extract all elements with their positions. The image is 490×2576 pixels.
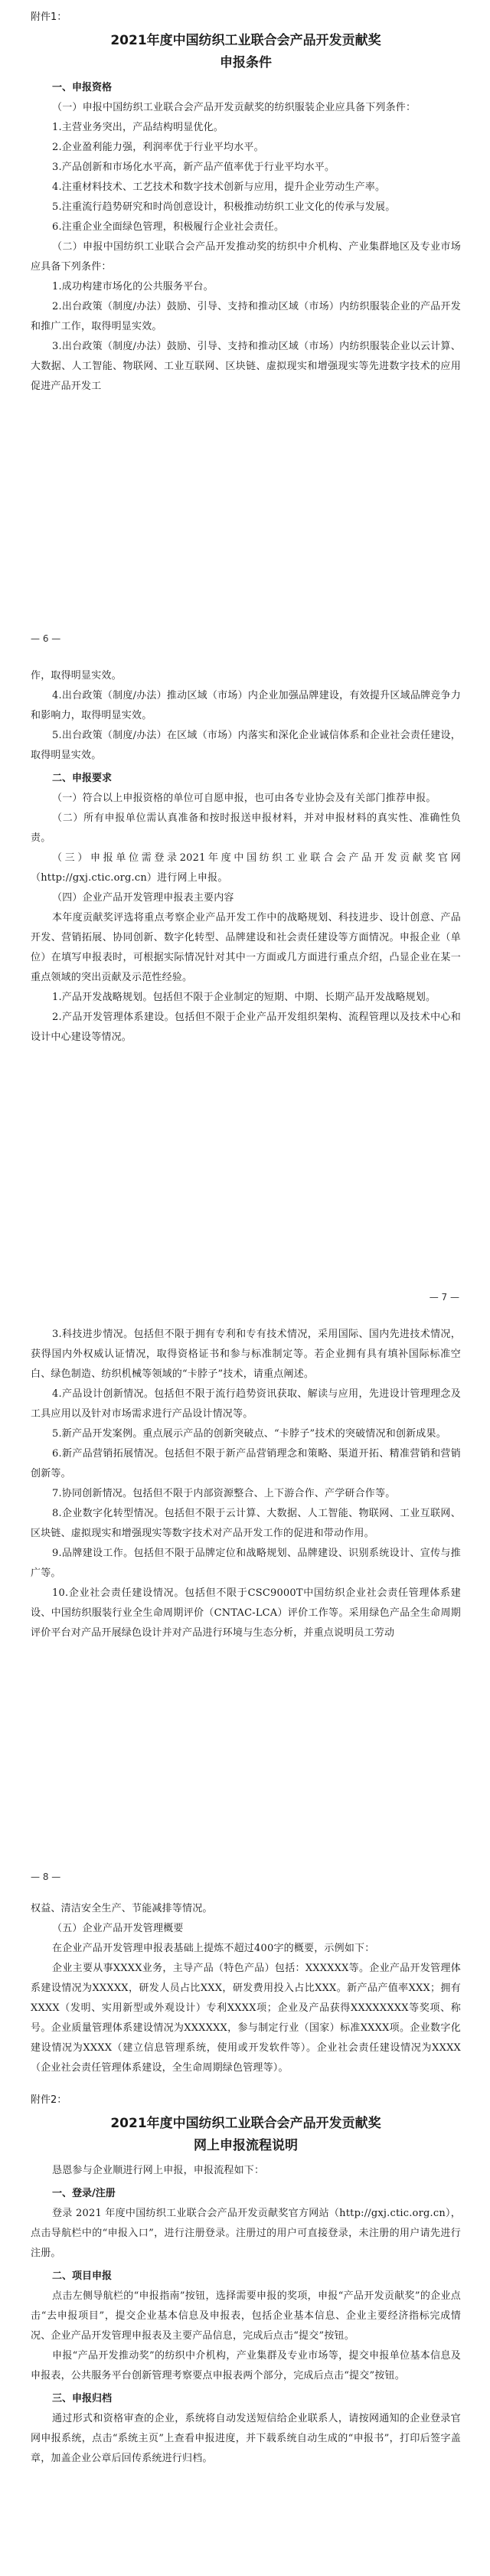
paragraph: 5.注重流行趋势研究和时尚创意设计，积极推动纺织工业文化的传承与发展。: [52, 201, 396, 213]
paragraph: 2.产品开发管理体系建设。包括但不限于企业产品开发组织架构、流程管理以及技术中心和设计中心建设等情况。: [31, 1012, 461, 1043]
paragraph: 在企业产品开发管理申报表基础上提炼不超过400字的概要，示例如下：: [52, 1943, 375, 1954]
paragraph: 7.协同创新情况。包括但不限于内部资源整合、上下游合作、产学研合作等。: [52, 1488, 396, 1499]
paragraph: 3.科技进步情况。包括但不限于拥有专利和专有技术情况，采用国际、国内先进技术情况，获得国内外权威认证情况，取得资格证书和参与标准制定等。若企业拥有具有填补国际标准空白、绿色制造、纺织机械等领域的“卡脖子”技术，请重点阐述。: [31, 1329, 461, 1380]
paragraph: （二）申报中国纺织工业联合会产品开发推动奖的纺织中介机构、产业集群地区及专业市场应具备下列条件：: [31, 241, 461, 273]
paragraph: 权益、清洁安全生产、节能减排等情况。: [31, 1903, 213, 1914]
document-page-6: [0, 0, 490, 651]
paragraph: 6.新产品营销拓展情况。包括但不限于新产品营销理念和策略、渠道开拓、精准营销和营销创新等。: [31, 1448, 461, 1479]
annex-label: 附件1：: [31, 11, 67, 23]
page-number: — 6 —: [31, 633, 61, 644]
paragraph: 点击左侧导航栏的“申报指南”按钮，选择需要申报的奖项，申报“产品开发贡献奖”的企业点击“去申报项目”，提交企业基本信息及申报表，包括企业基本信息、企业主要经济指标完成情况、企业产品开发管理申报表及主要产品信息，完成后点击“提交”按钮。: [31, 2290, 461, 2342]
paragraph: 1.主营业务突出，产品结构明显优化。: [52, 122, 224, 133]
paragraph: （五）企业产品开发管理概要: [52, 1923, 184, 1934]
paragraph: 恳恩参与企业顺进行网上申报，申报流程如下：: [52, 2165, 265, 2176]
paragraph: 1.成功构建市场化的公共服务平台。: [52, 281, 214, 293]
paragraph: 5.出台政策（制度/办法）在区域（市场）内落实和深化企业诚信体系和企业社会责任建设，取得明显实效。: [31, 730, 461, 761]
document-page-7: [0, 666, 490, 1317]
paragraph: 8.企业数字化转型情况。包括但不限于云计算、大数据、人工智能、物联网、工业互联网、区块链、虚拟现实和增强现实等数字技术对产品开发工作的促进和带动作用。: [31, 1508, 461, 1539]
document-title-line1: 2021年度中国纺织工业联合会产品开发贡献奖: [110, 33, 381, 48]
paragraph: 4.产品设计创新情况。包括但不限于流行趋势资讯获取、解读与应用，先进设计管理理念及工具应用以及针对市场需求进行产品设计情况等。: [31, 1388, 461, 1420]
paragraph: 登录 2021 年度中国纺织工业联合会产品开发贡献奖官方网站（http://gxj.ctic.org.cn），点击导航栏中的“申报入口”，进行注册登录。注册过的用户可直接登录，未注册的用户请先进行注册。: [31, 2208, 461, 2259]
paragraph: 作，取得明显实效。: [31, 670, 122, 682]
section-heading: 一、登录/注册: [52, 2188, 116, 2199]
document-page-9: [0, 1899, 490, 2576]
paragraph: （四）企业产品开发管理申报表主要内容: [52, 892, 234, 904]
paragraph: 企业主要从事XXXX业务，主导产品（特色产品）包括：XXXXXX等。企业产品开发管理体系建设情况为XXXXX，研发人员占比XXX，研发费用投入占比XXX。新产品产值率XXX；拥有XXXX（发明、实用新型或外观设计）专利XXXX项；企业及产品获得XXXXXXXX等奖项、称号。企业质量管理体系建设情况为XXXXXX，参与制定行业（国家）标准XXXX项。企业数字化建设情况为XXXX（建立信息管理系统，使用或开发软件等）。企业社会责任建设情况为XXXX（企业社会责任管理体系建设，全生命周期绿色管理等）。: [31, 1963, 461, 2074]
document-title-line2: 网上申报流程说明: [194, 2138, 298, 2153]
section-heading: 二、申报要求: [52, 773, 113, 784]
paragraph: 通过形式和资格审查的企业，系统将自动发送短信给企业联系人，请按网通知的企业登录官网申报系统，点击“系统主页”上查看申报进度，并下载系统自动生成的“申报书”，打印后签字盖章，加盖企业公章后回传系统进行归档。: [31, 2413, 461, 2464]
page-number: — 8 —: [31, 1872, 61, 1882]
paragraph: 2.出台政策（制度/办法）鼓励、引导、支持和推动区域（市场）内纺织服装企业的产品开发和推广工作，取得明显实效。: [31, 301, 461, 332]
paragraph: （二）所有申报单位需认真准备和按时报送申报材料，并对申报材料的真实性、准确性负责。: [31, 812, 461, 844]
paragraph: 4.注重材料技术、工艺技术和数字技术创新与应用，提升企业劳动生产率。: [52, 181, 386, 193]
paragraph: 3.产品创新和市场化水平高，新产品产值率优于行业平均水平。: [52, 162, 335, 173]
document-title-line2: 申报条件: [220, 55, 272, 70]
paragraph: 5.新产品开发案例。重点展示产品的创新突破点、“卡脖子”技术的突破情况和创新成果。: [52, 1428, 446, 1440]
paragraph: 本年度贡献奖评选将重点考察企业产品开发工作中的战略规划、科技进步、设计创意、产品开发、营销拓展、协同创新、数字化转型、品牌建设和社会责任建设等方面情况。申报企业（单位）在填写申报表时，可根据实际情况针对其中一方面或几方面进行重点介绍，凸显企业在某一重点领域的突出贡献及示范性经验。: [31, 912, 461, 983]
section-heading: 二、项目申报: [52, 2270, 113, 2282]
paragraph: （一）申报中国纺织工业联合会产品开发贡献奖的纺织服装企业应具备下列条件：: [52, 102, 416, 113]
paragraph: 9.品牌建设工作。包括但不限于品牌定位和战略规划、品牌建设、识别系统设计、宣传与推广等。: [31, 1548, 461, 1579]
document-title-line1: 2021年度中国纺织工业联合会产品开发贡献奖: [110, 2116, 381, 2131]
paragraph: （三）申报单位需登录2021年度中国纺织工业联合会产品开发贡献奖官网（http://gxj.ctic.org.cn）进行网上申报。: [31, 852, 461, 884]
paragraph: 3.出台政策（制度/办法）鼓励、引导、支持和推动区域（市场）内纺织服装企业以云计算、大数据、人工智能、物联网、工业互联网、区块链、虚拟现实和增强现实等先进数字技术的应用促进产品开发工: [31, 341, 461, 392]
paragraph: 2.企业盈利能力强，利润率优于行业平均水平。: [52, 142, 264, 153]
page-number: — 7 —: [429, 1292, 459, 1303]
section-heading: 三、申报归档: [52, 2393, 113, 2404]
document-page-8: [0, 1325, 490, 1891]
paragraph: 6.注重企业全面绿色管理，积极履行企业社会责任。: [52, 221, 285, 233]
paragraph: 1.产品开发战略规划。包括但不限于企业制定的短期、中期、长期产品开发战略规划。: [52, 992, 436, 1003]
paragraph: 10.企业社会责任建设情况。包括但不限于CSC9000T中国纺织企业社会责任管理体系建设、中国纺织服装行业全生命周期评价（CNTAC-LCA）评价工作等。采用绿色产品全生命周期评价平台对产品开展绿色设计并对产品进行环境与生态分析，并重点说明员工劳动: [31, 1587, 461, 1639]
paragraph: 申报“产品开发推动奖”的纺织中介机构，产业集群及专业市场等，提交申报单位基本信息及申报表，公共服务平台创新管理考察要点申报表两个部分，完成后点击“提交”按钮。: [31, 2350, 461, 2381]
annex-label: 附件2：: [31, 2094, 67, 2106]
section-heading: 一、申报资格: [52, 82, 113, 93]
paragraph: （一）符合以上申报资格的单位可自愿申报，也可由各专业协会及有关部门推荐申报。: [52, 793, 436, 804]
paragraph: 4.出台政策（制度/办法）推动区域（市场）内企业加强品牌建设，有效提升区域品牌竞争力和影响力，取得明显实效。: [31, 690, 461, 721]
